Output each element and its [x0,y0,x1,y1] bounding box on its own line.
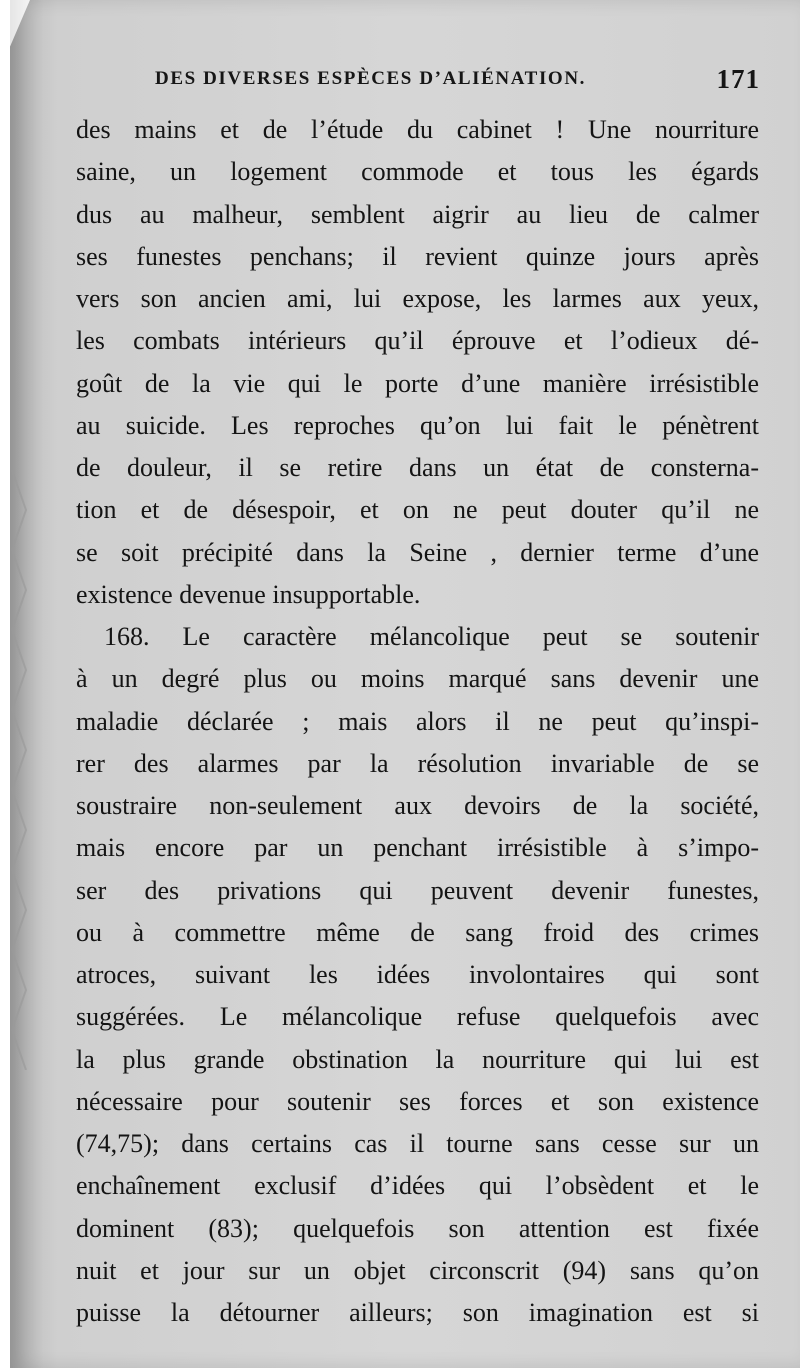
text-line: au suicide. Les reproches qu’on lui fait le pénètrent [76,410,759,440]
text-line: puisse la détourner ailleurs; son imagination est si [76,1298,759,1327]
body-text [76,109,759,1334]
text-line: des mains et de l’étude du cabinet ! Une nourriture [76,115,759,144]
text-line: soustraire non-seulement aux devoirs de la société, [76,791,759,820]
text-line: suggérées. Le mélancolique refuse quelquefois avec [76,1002,759,1032]
text-line: tion et de désespoir, et on ne peut douter qu’il ne [76,495,759,525]
text-line: goût de la vie qui le porte d’une manière irrésistible [76,368,759,398]
text-line: vers son ancien ami, lui expose, les larmes aux yeux, [76,284,759,313]
text-line: se soit précipité dans la Seine , dernier terme d’une [76,537,759,567]
text-line: la plus grande obstination la nourriture qui lui est [76,1044,759,1074]
text-line: dus au malheur, semblent aigrir au lieu de calmer [76,199,759,229]
text-line: nécessaire pour soutenir ses forces et son existence [76,1086,759,1116]
page-number: 171 [716,64,760,94]
paragraph-start-line: 168. Le caractère mélancolique peut se soutenir [104,622,759,651]
text-line: rer des alarmes par la résolution invariable de se [76,748,759,778]
text-line: ser des privations qui peuvent devenir funestes, [76,875,759,905]
running-title: DES DIVERSES ESPÈCES D’ALIÉNATION. [155,68,586,89]
text-line: enchaînement exclusif d’idées qui l’obsèdent et le [76,1171,759,1201]
deckle-edge-mark [10,470,32,1070]
text-line: mais encore par un penchant irrésistible à s’impo- [76,833,759,863]
text-line: atroces, suivant les idées involontaires qui sont [76,960,759,989]
text-line: les combats intérieurs qu’il éprouve et l’odieux dé- [76,326,759,356]
text-line: à un degré plus ou moins marqué sans devenir une [76,664,759,694]
text-line: (74,75); dans certains cas il tourne sans cesse sur un [76,1129,759,1158]
text-line: de douleur, il se retire dans un état de consterna- [76,453,759,482]
running-header [155,64,760,102]
text-line: ou à commettre même de sang froid des crimes [76,917,759,947]
text-line: maladie déclarée ; mais alors il ne peut qu’inspi- [76,706,759,736]
text-line: ses funestes penchans; il revient quinze jours après [76,241,759,271]
text-line: dominent (83); quelquefois son attention est fixée [76,1213,759,1243]
text-line: saine, un logement commode et tous les égards [76,157,759,187]
text-line: existence devenue insupportable. [76,579,421,609]
text-line: nuit et jour sur un objet circonscrit (94) sans qu’on [76,1255,759,1285]
torn-corner [0,0,30,70]
